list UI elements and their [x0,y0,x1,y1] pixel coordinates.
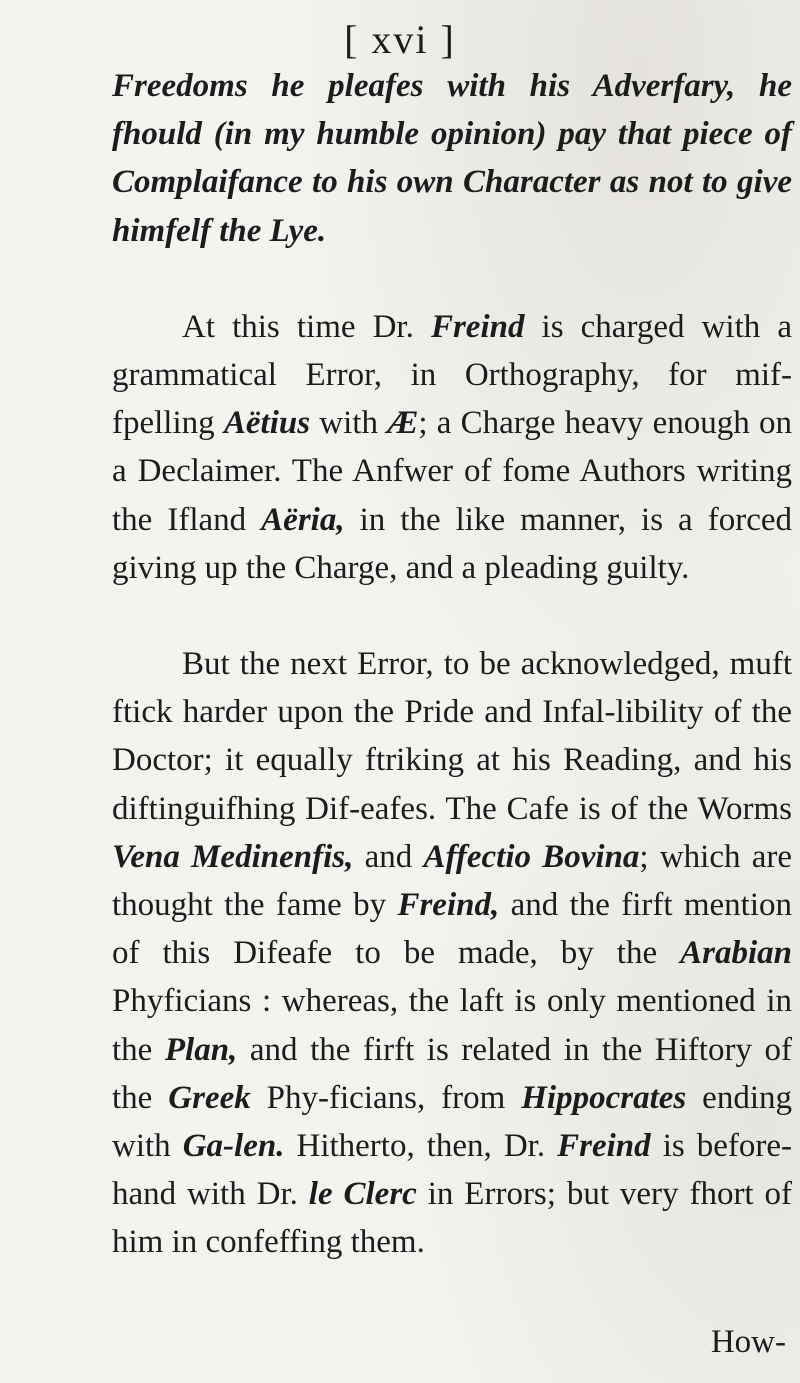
paragraph-grammatical-error: At this time Dr. Freind is charged with a grammatical Error, in Orthography, for mif-fpelling Aëtius with Æ; a Charge heavy enough on a Declaimer. The Anfwer of fome Authors writing the Ifland Aëria, in the like manner, is a forced giving up the Charge, and a pleading guilty. [112,308,793,586]
paragraph-gap [112,255,792,303]
paragraph-next-error: But the next Error, to be acknowledged, muft ftick harder upon the Pride and Infal-libility of the Doctor; it equally ftriking at his Reading, and his diftinguifhing Dif-eafes. The Cafe is of the Worms Vena Medinenfis, and Affectio Bovina; which are thought the fame by Freind, and the firft mention of this Difeafe to be made, by the Arabian Phyficians : whereas, the laft is only mentioned in the Plan, and the firft is related in the Hiftory of the Greek Phy-ficians, from Hippocrates ending with Ga-len. Hitherto, then, Dr. Freind is before-hand with Dr. le Clerc in Errors; but very fhort of him in confeffing them. [112,646,792,1261]
page-number-header: [ xvi ] [344,17,456,62]
paragraph-gap [112,592,792,640]
page-body [112,62,792,1267]
paragraph-continuation: Freedoms he pleafes with his Adverfary, he fhould (in my humble opinion) pay that piece of Complaifance to his own Character as not to give himfelf the Lye. [112,68,792,249]
catchword: How- [710,1324,786,1360]
